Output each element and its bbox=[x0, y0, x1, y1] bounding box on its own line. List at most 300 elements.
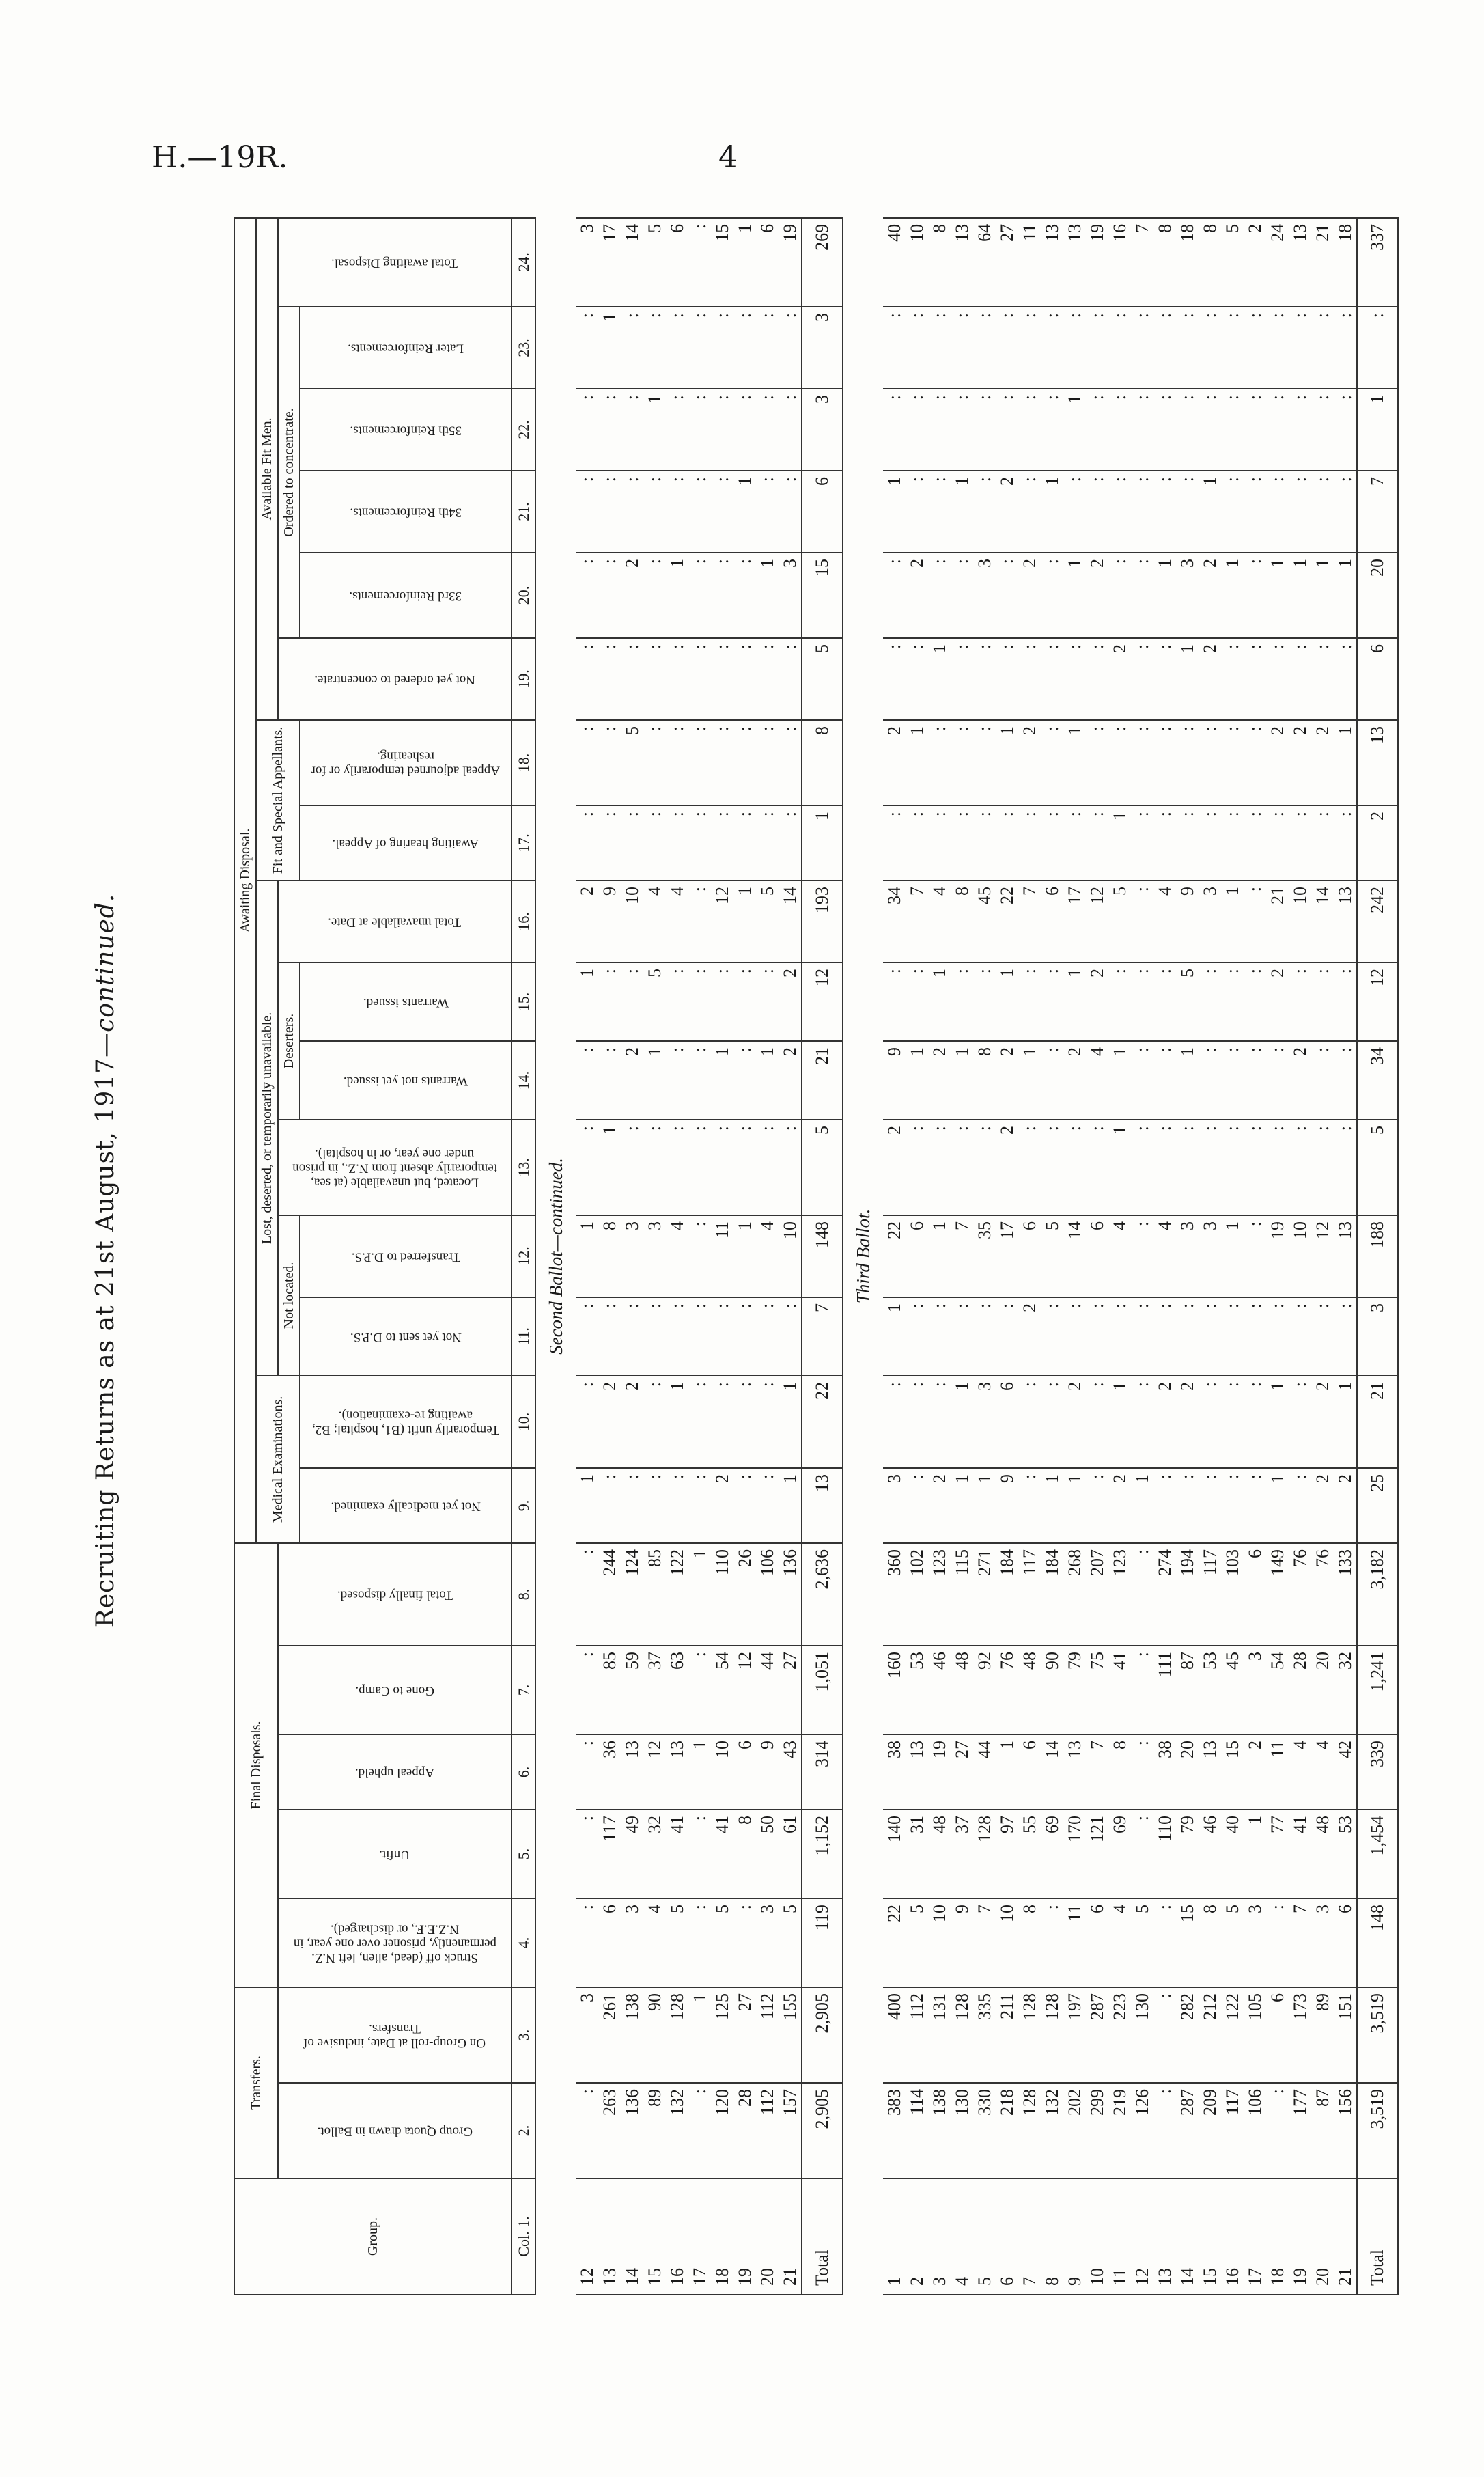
value-cell: : bbox=[756, 307, 779, 389]
value-cell: 202 bbox=[1063, 2083, 1086, 2178]
value-cell: : bbox=[883, 805, 906, 881]
value-cell: 2 bbox=[1289, 720, 1311, 805]
value-cell: 136 bbox=[779, 1543, 802, 1646]
value-cell: 2 bbox=[883, 1120, 906, 1215]
value-cell: : bbox=[1311, 638, 1334, 720]
value-cell: 54 bbox=[1266, 1646, 1289, 1734]
value-cell: 3,519 bbox=[1357, 1987, 1398, 2083]
value-cell: : bbox=[1153, 2083, 1176, 2178]
value-cell: : bbox=[1018, 963, 1041, 1041]
value-cell: : bbox=[1199, 805, 1221, 881]
value-cell: 1 bbox=[688, 1734, 711, 1810]
value-cell: 3 bbox=[973, 553, 996, 638]
value-cell: : bbox=[733, 389, 756, 471]
group-cell: 19 bbox=[733, 2178, 756, 2295]
value-cell: : bbox=[1199, 1468, 1221, 1543]
value-cell: 20 bbox=[1176, 1734, 1199, 1810]
value-cell: : bbox=[688, 1120, 711, 1215]
value-cell: : bbox=[733, 805, 756, 881]
value-cell: : bbox=[598, 638, 621, 720]
value-cell: 97 bbox=[996, 1810, 1018, 1898]
value-cell: 89 bbox=[1311, 1987, 1334, 2083]
value-cell: : bbox=[1041, 963, 1063, 1041]
value-cell: 1 bbox=[1311, 553, 1334, 638]
value-cell: 1 bbox=[733, 881, 756, 963]
value-cell: : bbox=[1041, 307, 1063, 389]
value-cell: : bbox=[1289, 638, 1311, 720]
value-cell: : bbox=[973, 1297, 996, 1376]
value-cell: 21 bbox=[1357, 1376, 1398, 1468]
value-cell: 1 bbox=[1041, 471, 1063, 553]
value-cell: 87 bbox=[1176, 1646, 1199, 1734]
group-cell: 17 bbox=[688, 2178, 711, 2295]
value-cell: 20 bbox=[1311, 1646, 1334, 1734]
value-cell: : bbox=[1244, 389, 1266, 471]
value-cell: : bbox=[1131, 638, 1153, 720]
value-cell: : bbox=[1086, 307, 1108, 389]
value-cell: 12 bbox=[1311, 1215, 1334, 1297]
col3-header: On Group-roll at Date, inclusive of Transfers. bbox=[278, 1987, 512, 2083]
value-cell: 41 bbox=[666, 1810, 688, 1898]
value-cell: 128 bbox=[1018, 2083, 1041, 2178]
value-cell: : bbox=[1041, 389, 1063, 471]
value-cell: 2 bbox=[621, 553, 643, 638]
value-cell: 12 bbox=[711, 881, 733, 963]
value-cell: : bbox=[906, 1120, 928, 1215]
value-cell: 2 bbox=[1244, 1734, 1266, 1810]
value-cell: : bbox=[1131, 389, 1153, 471]
value-cell: : bbox=[1131, 805, 1153, 881]
value-cell: 1 bbox=[576, 963, 598, 1041]
value-cell: : bbox=[928, 1120, 951, 1215]
value-cell: 1 bbox=[951, 1468, 973, 1543]
group-cell: Total bbox=[802, 2178, 843, 2295]
value-cell: : bbox=[756, 389, 779, 471]
table-row bbox=[1108, 218, 1131, 2295]
value-cell: : bbox=[711, 805, 733, 881]
value-cell: : bbox=[1041, 638, 1063, 720]
value-cell: 4 bbox=[643, 1898, 666, 1987]
value-cell: 197 bbox=[1063, 1987, 1086, 2083]
value-cell: : bbox=[576, 1734, 598, 1810]
table-row bbox=[711, 218, 733, 2295]
value-cell: 9 bbox=[598, 881, 621, 963]
value-cell: : bbox=[733, 1297, 756, 1376]
col23-header: Later Reinforcements. bbox=[300, 307, 512, 389]
value-cell: : bbox=[1221, 389, 1244, 471]
value-cell: 9 bbox=[996, 1468, 1018, 1543]
value-cell: 17 bbox=[996, 1215, 1018, 1297]
value-cell: : bbox=[1086, 1376, 1108, 1468]
value-cell: : bbox=[973, 471, 996, 553]
value-cell: : bbox=[1153, 805, 1176, 881]
value-cell: : bbox=[928, 389, 951, 471]
value-cell: : bbox=[733, 1041, 756, 1120]
value-cell: : bbox=[779, 720, 802, 805]
value-cell: 8 bbox=[1018, 1898, 1041, 1987]
value-cell: 6. bbox=[512, 1734, 535, 1810]
value-cell: 13 bbox=[1199, 1734, 1221, 1810]
group-cell: 17 bbox=[1244, 2178, 1266, 2295]
value-cell: : bbox=[688, 881, 711, 963]
value-cell: : bbox=[1153, 471, 1176, 553]
value-cell: : bbox=[688, 638, 711, 720]
value-cell: 124 bbox=[621, 1543, 643, 1646]
value-cell: : bbox=[1289, 1120, 1311, 1215]
value-cell: 2 bbox=[906, 553, 928, 638]
value-cell: : bbox=[1131, 1376, 1153, 1468]
value-cell: : bbox=[1311, 1120, 1334, 1215]
value-cell: 5 bbox=[1357, 1120, 1398, 1215]
value-cell: 4 bbox=[1086, 1041, 1108, 1120]
value-cell: 2 bbox=[779, 1041, 802, 1120]
value-cell: : bbox=[1041, 1120, 1063, 1215]
table-row bbox=[1289, 218, 1311, 2295]
value-cell: : bbox=[779, 805, 802, 881]
value-cell: 22. bbox=[512, 389, 535, 471]
value-cell: : bbox=[928, 1376, 951, 1468]
value-cell: : bbox=[756, 1468, 779, 1543]
value-cell: : bbox=[1153, 389, 1176, 471]
value-cell: : bbox=[1086, 1297, 1108, 1376]
value-cell: 2 bbox=[928, 1468, 951, 1543]
value-cell: 50 bbox=[756, 1810, 779, 1898]
value-cell: 54 bbox=[711, 1646, 733, 1734]
value-cell: : bbox=[598, 963, 621, 1041]
value-cell: 55 bbox=[1018, 1810, 1041, 1898]
value-cell: 1 bbox=[1221, 881, 1244, 963]
value-cell: 2 bbox=[1108, 1468, 1131, 1543]
value-cell: 8. bbox=[512, 1543, 535, 1646]
value-cell: 8 bbox=[802, 720, 843, 805]
value-cell: 38 bbox=[883, 1734, 906, 1810]
value-cell: : bbox=[688, 720, 711, 805]
value-cell: : bbox=[711, 389, 733, 471]
table-row bbox=[576, 218, 598, 2295]
value-cell: 20. bbox=[512, 553, 535, 638]
value-cell: : bbox=[1153, 1120, 1176, 1215]
value-cell: 15 bbox=[1221, 1734, 1244, 1810]
ordered-concentrate-header: Ordered to concentrate. bbox=[278, 307, 300, 638]
value-cell: 3 bbox=[1357, 1297, 1398, 1376]
value-cell: : bbox=[906, 471, 928, 553]
value-cell: 53 bbox=[1199, 1646, 1221, 1734]
value-cell: 2. bbox=[512, 2083, 535, 2178]
value-cell: 3 bbox=[576, 218, 598, 307]
group-cell: 7 bbox=[1018, 2178, 1041, 2295]
group-cell: 19 bbox=[1289, 2178, 1311, 2295]
value-cell: 53 bbox=[1334, 1810, 1357, 1898]
value-cell: 75 bbox=[1086, 1646, 1108, 1734]
value-cell: 41 bbox=[711, 1810, 733, 1898]
value-cell: : bbox=[1131, 553, 1153, 638]
value-cell: 1 bbox=[1108, 1376, 1131, 1468]
value-cell: 1 bbox=[711, 1041, 733, 1120]
value-cell: 4 bbox=[1108, 1215, 1131, 1297]
lost-deserted-header: Lost, deserted, or temporarily unavailable. bbox=[256, 881, 278, 1376]
value-cell: 7 bbox=[1086, 1734, 1108, 1810]
value-cell: 123 bbox=[1108, 1543, 1131, 1646]
value-cell: 8 bbox=[973, 1041, 996, 1120]
value-cell: : bbox=[643, 805, 666, 881]
value-cell: : bbox=[576, 2083, 598, 2178]
value-cell: 110 bbox=[1153, 1810, 1176, 1898]
group-cell: 21 bbox=[779, 2178, 802, 2295]
value-cell: : bbox=[1221, 1041, 1244, 1120]
value-cell: 2 bbox=[576, 881, 598, 963]
value-cell: 2 bbox=[1244, 218, 1266, 307]
value-cell: 2,905 bbox=[802, 2083, 843, 2178]
value-cell: 112 bbox=[906, 1987, 928, 2083]
value-cell: 6 bbox=[996, 1376, 1018, 1468]
value-cell: : bbox=[688, 1810, 711, 1898]
value-cell: : bbox=[951, 720, 973, 805]
value-cell: : bbox=[883, 553, 906, 638]
value-cell: : bbox=[756, 805, 779, 881]
value-cell: : bbox=[1199, 1297, 1221, 1376]
value-cell: : bbox=[883, 963, 906, 1041]
value-cell: 3 bbox=[1199, 1215, 1221, 1297]
value-cell: : bbox=[1311, 389, 1334, 471]
value-cell: : bbox=[1063, 805, 1086, 881]
table-row bbox=[1018, 218, 1041, 2295]
value-cell: 9. bbox=[512, 1468, 535, 1543]
value-cell: 1 bbox=[1221, 553, 1244, 638]
value-cell: 1,241 bbox=[1357, 1646, 1398, 1734]
value-cell: 28 bbox=[733, 2083, 756, 2178]
value-cell: 1 bbox=[1334, 553, 1357, 638]
value-cell: 7 bbox=[1018, 881, 1041, 963]
fit-special-header: Fit and Special Appellants. bbox=[256, 720, 300, 881]
value-cell: : bbox=[733, 638, 756, 720]
value-cell: 5 bbox=[1131, 1898, 1153, 1987]
table-row bbox=[598, 218, 621, 2295]
awaiting-disposal-header: Awaiting Disposal. bbox=[234, 218, 256, 1543]
value-cell: : bbox=[688, 805, 711, 881]
value-cell: : bbox=[1018, 1376, 1041, 1468]
value-cell: 360 bbox=[883, 1543, 906, 1646]
page-number: 4 bbox=[718, 140, 738, 175]
value-cell: 26 bbox=[733, 1543, 756, 1646]
value-cell: : bbox=[951, 1297, 973, 1376]
value-cell: : bbox=[906, 307, 928, 389]
value-cell: 3,519 bbox=[1357, 2083, 1398, 2178]
value-cell: 132 bbox=[666, 2083, 688, 2178]
value-cell: 126 bbox=[1131, 2083, 1153, 2178]
value-cell: 1 bbox=[883, 1297, 906, 1376]
value-cell: : bbox=[1176, 471, 1199, 553]
value-cell: 2 bbox=[883, 720, 906, 805]
value-cell: 268 bbox=[1063, 1543, 1086, 1646]
value-cell: 41 bbox=[1289, 1810, 1311, 1898]
value-cell: 40 bbox=[883, 218, 906, 307]
value-cell: 5. bbox=[512, 1810, 535, 1898]
value-cell: : bbox=[1041, 1041, 1063, 1120]
value-cell: 5 bbox=[643, 963, 666, 1041]
page-code: H.—19R. bbox=[152, 140, 288, 175]
value-cell: : bbox=[906, 1376, 928, 1468]
group-cell: 14 bbox=[1176, 2178, 1199, 2295]
value-cell: 5 bbox=[1221, 218, 1244, 307]
value-cell: 188 bbox=[1357, 1215, 1398, 1297]
value-cell: : bbox=[688, 553, 711, 638]
group-cell: 13 bbox=[1153, 2178, 1176, 2295]
value-cell: 5 bbox=[802, 1120, 843, 1215]
col7-header: Gone to Camp. bbox=[278, 1646, 512, 1734]
value-cell: 1 bbox=[906, 1041, 928, 1120]
value-cell: : bbox=[598, 1041, 621, 1120]
value-cell: : bbox=[1244, 963, 1266, 1041]
value-cell: 8 bbox=[951, 881, 973, 963]
value-cell: : bbox=[733, 1376, 756, 1468]
value-cell: 27 bbox=[996, 218, 1018, 307]
value-cell: 1 bbox=[1063, 963, 1086, 1041]
deserters-header: Deserters. bbox=[278, 963, 300, 1120]
value-cell: 7 bbox=[802, 1297, 843, 1376]
value-cell: : bbox=[688, 1215, 711, 1297]
value-cell: 1 bbox=[973, 1468, 996, 1543]
value-cell: : bbox=[973, 963, 996, 1041]
value-cell: 120 bbox=[711, 2083, 733, 2178]
value-cell: : bbox=[1289, 1468, 1311, 1543]
value-cell: : bbox=[666, 805, 688, 881]
value-cell: 79 bbox=[1176, 1810, 1199, 1898]
value-cell: 2 bbox=[1357, 805, 1398, 881]
value-cell: 1 bbox=[928, 1215, 951, 1297]
value-cell: : bbox=[598, 805, 621, 881]
transfers-header: Transfers. bbox=[234, 1987, 278, 2178]
value-cell: 69 bbox=[1108, 1810, 1131, 1898]
value-cell: : bbox=[1131, 1734, 1153, 1810]
value-cell: 282 bbox=[1176, 1987, 1199, 2083]
value-cell: 111 bbox=[1153, 1646, 1176, 1734]
value-cell: 2,636 bbox=[802, 1543, 843, 1646]
group-cell: 9 bbox=[1063, 2178, 1086, 2295]
value-cell: 194 bbox=[1176, 1543, 1199, 1646]
value-cell: 148 bbox=[1357, 1898, 1398, 1987]
value-cell: 6 bbox=[598, 1898, 621, 1987]
value-cell: : bbox=[1063, 638, 1086, 720]
value-cell: : bbox=[621, 963, 643, 1041]
table-row bbox=[666, 218, 688, 2295]
value-cell: 2 bbox=[1018, 1297, 1041, 1376]
value-cell: : bbox=[666, 389, 688, 471]
value-cell: : bbox=[1131, 1120, 1153, 1215]
value-cell: : bbox=[756, 638, 779, 720]
value-cell: 36 bbox=[598, 1734, 621, 1810]
value-cell: 1 bbox=[1063, 553, 1086, 638]
value-cell: : bbox=[688, 307, 711, 389]
table-row bbox=[1244, 218, 1266, 2295]
value-cell: : bbox=[621, 638, 643, 720]
value-cell: 3 bbox=[1176, 1215, 1199, 1297]
value-cell: : bbox=[1334, 638, 1357, 720]
value-cell: 9 bbox=[756, 1734, 779, 1810]
value-cell: 218 bbox=[996, 2083, 1018, 2178]
value-cell: : bbox=[951, 638, 973, 720]
value-cell: : bbox=[643, 307, 666, 389]
group-cell: 20 bbox=[1311, 2178, 1334, 2295]
value-cell: : bbox=[1289, 307, 1311, 389]
value-cell: 12 bbox=[802, 963, 843, 1041]
value-cell: 12. bbox=[512, 1215, 535, 1297]
value-cell: : bbox=[1221, 963, 1244, 1041]
recruiting-returns-table bbox=[234, 217, 1399, 2295]
value-cell: : bbox=[1266, 805, 1289, 881]
value-cell: : bbox=[951, 805, 973, 881]
value-cell: 383 bbox=[883, 2083, 906, 2178]
value-cell: : bbox=[1153, 1898, 1176, 1987]
value-cell: 63 bbox=[666, 1646, 688, 1734]
value-cell: : bbox=[1063, 307, 1086, 389]
value-cell: 1 bbox=[1108, 805, 1131, 881]
value-cell: 1 bbox=[1357, 389, 1398, 471]
value-cell: 11 bbox=[711, 1215, 733, 1297]
value-cell: : bbox=[928, 307, 951, 389]
value-cell: : bbox=[756, 1120, 779, 1215]
value-cell: 22 bbox=[883, 1898, 906, 1987]
value-cell: 6 bbox=[1357, 638, 1398, 720]
value-cell: 335 bbox=[973, 1987, 996, 2083]
value-cell: 138 bbox=[928, 2083, 951, 2178]
value-cell: 1 bbox=[576, 1468, 598, 1543]
value-cell: 10 bbox=[996, 1898, 1018, 1987]
value-cell: : bbox=[1289, 963, 1311, 1041]
value-cell: 223 bbox=[1108, 1987, 1131, 2083]
value-cell: 155 bbox=[779, 1987, 802, 2083]
value-cell: : bbox=[576, 1543, 598, 1646]
value-cell: : bbox=[1289, 1376, 1311, 1468]
value-cell: : bbox=[973, 638, 996, 720]
value-cell: : bbox=[666, 1041, 688, 1120]
value-cell: 17 bbox=[598, 218, 621, 307]
value-cell: : bbox=[756, 720, 779, 805]
value-cell: 211 bbox=[996, 1987, 1018, 2083]
value-cell: : bbox=[996, 638, 1018, 720]
group-cell: 6 bbox=[996, 2178, 1018, 2295]
value-cell: 136 bbox=[621, 2083, 643, 2178]
value-cell: 89 bbox=[643, 2083, 666, 2178]
value-cell: : bbox=[1086, 1468, 1108, 1543]
value-cell: : bbox=[1221, 720, 1244, 805]
value-cell: : bbox=[1221, 1120, 1244, 1215]
value-cell: 6 bbox=[756, 218, 779, 307]
value-cell: 53 bbox=[906, 1646, 928, 1734]
value-cell: : bbox=[996, 389, 1018, 471]
value-cell: : bbox=[621, 1120, 643, 1215]
value-cell: : bbox=[1357, 307, 1398, 389]
section-title: Third Ballot. bbox=[853, 1208, 873, 1304]
not-located-header: Not located. bbox=[278, 1215, 300, 1376]
group-header: Group. bbox=[234, 2178, 512, 2295]
section-heading-row bbox=[843, 218, 883, 2295]
value-cell: : bbox=[1266, 1041, 1289, 1120]
value-cell: 15 bbox=[711, 218, 733, 307]
value-cell: 119 bbox=[802, 1898, 843, 1987]
value-cell: 13. bbox=[512, 1120, 535, 1215]
value-cell: 9 bbox=[1176, 881, 1199, 963]
value-cell: : bbox=[643, 1376, 666, 1468]
value-cell: 18. bbox=[512, 720, 535, 805]
value-cell: 27 bbox=[779, 1646, 802, 1734]
value-cell: : bbox=[643, 720, 666, 805]
group-cell: 2 bbox=[906, 2178, 928, 2295]
value-cell: : bbox=[1018, 1120, 1041, 1215]
value-cell: 1 bbox=[666, 553, 688, 638]
value-cell: : bbox=[779, 471, 802, 553]
value-cell: 90 bbox=[643, 1987, 666, 2083]
value-cell: : bbox=[711, 1120, 733, 1215]
